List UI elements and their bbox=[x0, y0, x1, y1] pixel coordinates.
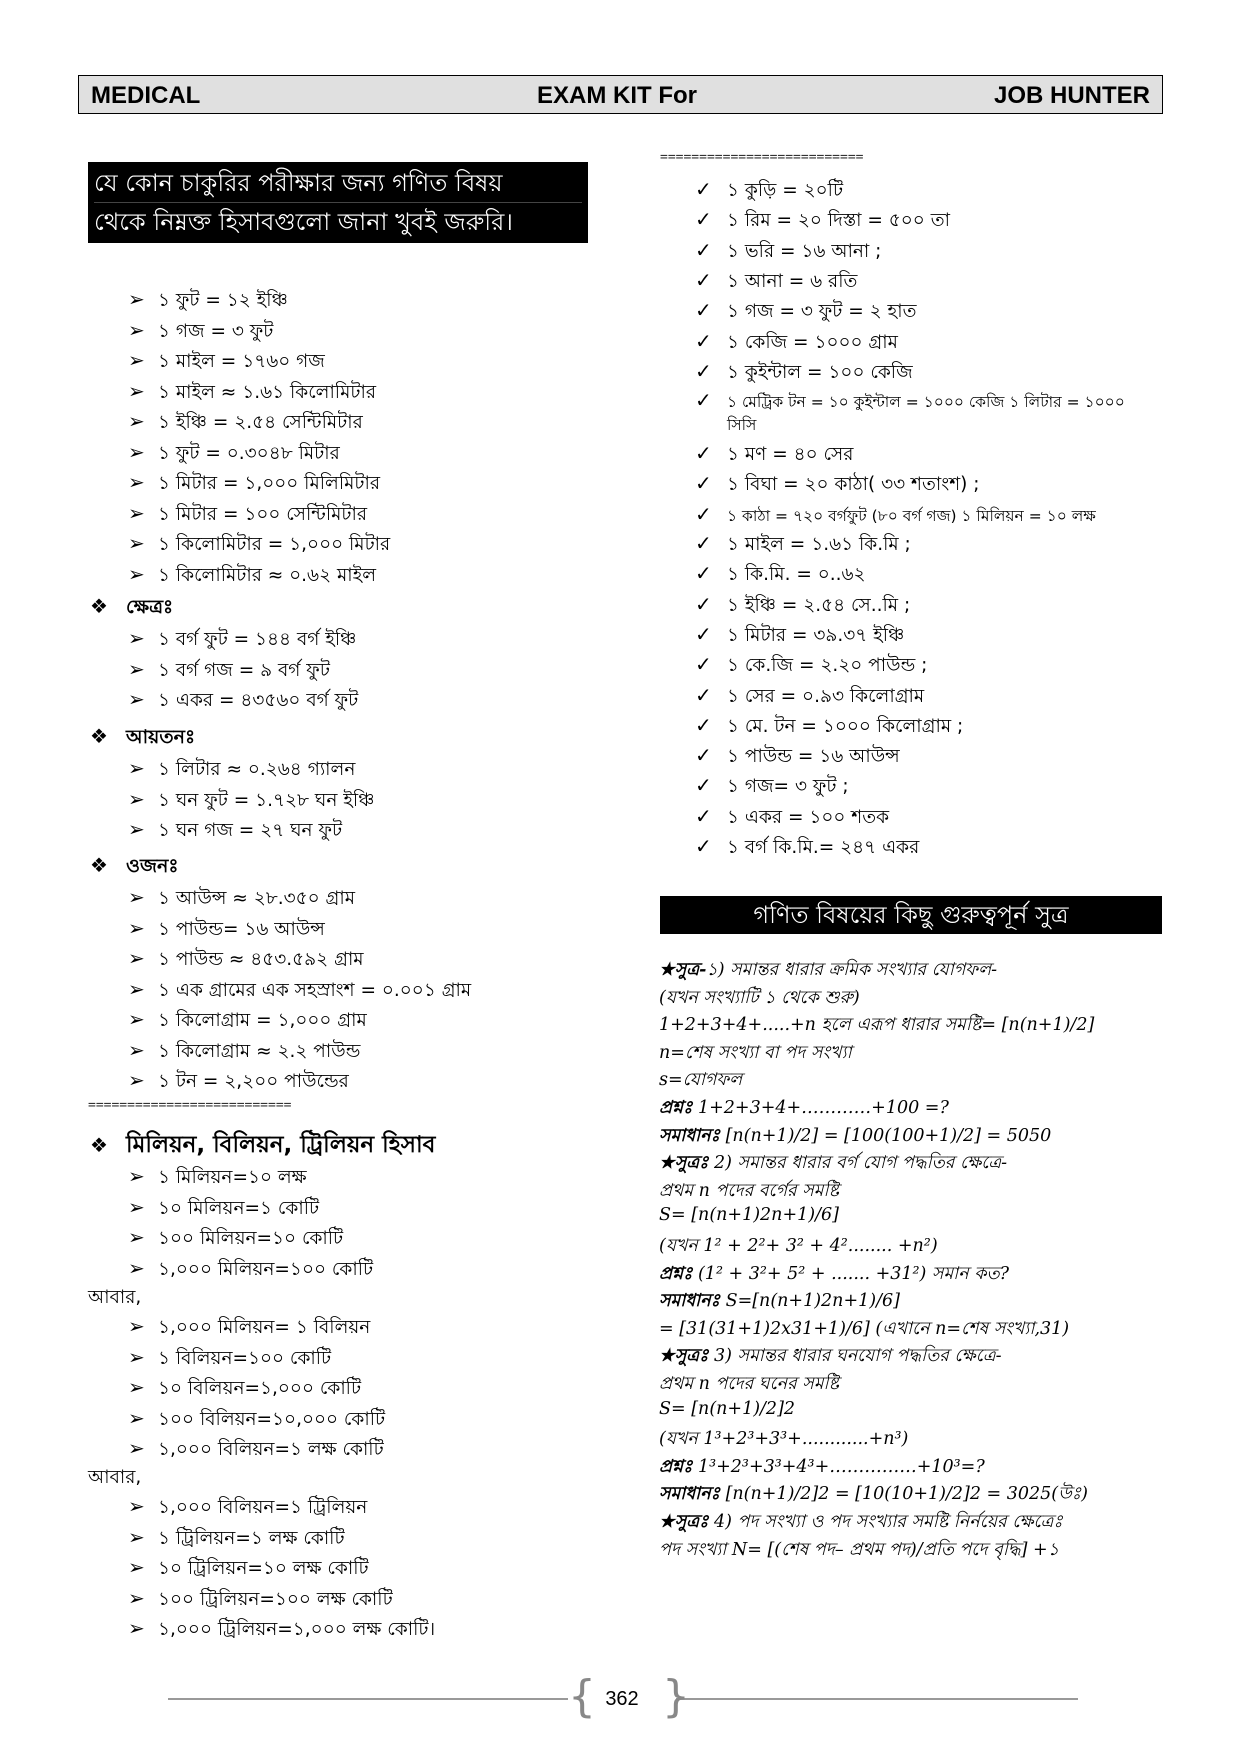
arrow-bullet-icon: ➢ bbox=[128, 1555, 145, 1579]
million-item-text: ১,০০০ মিলিয়ন=১০০ কোটি bbox=[158, 1258, 374, 1280]
formula-line bbox=[659, 1040, 852, 1069]
volume-item-text: ১ লিটার ≈ ০.২৬৪ গ্যালন bbox=[158, 759, 356, 780]
formula-label: সমাধানঃ bbox=[659, 1484, 721, 1505]
check-icon: ✓ bbox=[695, 743, 712, 768]
arrow-bullet-icon: ➢ bbox=[128, 1255, 145, 1280]
unit-item-text: ১ একর = ১০০ শতক bbox=[727, 806, 890, 828]
billion-item-text: ১,০০০ মিলিয়ন= ১ বিলিয়ন bbox=[158, 1317, 371, 1338]
formula-label: ★সুত্র- bbox=[659, 960, 707, 980]
area-item bbox=[128, 686, 358, 717]
million-item bbox=[128, 1163, 307, 1194]
weight-item-text: ১ আউন্স ≈ ২৮.৩৫০ গ্রাম bbox=[158, 888, 356, 909]
unit-item-text: ১ ভরি = ১৬ আনা ; bbox=[727, 240, 882, 262]
million-heading-text: মিলিয়ন, বিলিয়ন, ট্রিলিয়ন হিসাব bbox=[126, 1132, 436, 1158]
formula-line bbox=[659, 1261, 1009, 1290]
formula-label: প্রশ্নঃ bbox=[659, 1263, 693, 1284]
length-item-text: ১ কিলোমিটার ≈ ০.৬২ মাইল bbox=[158, 564, 377, 586]
billion-item bbox=[128, 1344, 331, 1375]
arrow-bullet-icon: ➢ bbox=[128, 885, 145, 909]
unit-item-text: ১ বর্গ কি.মি.= ২৪৭ একর bbox=[727, 837, 920, 858]
formula-text: S=[n(n+1)2n+1)/6] bbox=[720, 1291, 900, 1312]
formula-line bbox=[659, 1537, 1059, 1566]
arrow-bullet-icon: ➢ bbox=[128, 1314, 145, 1338]
formula-text: s=যোগফল bbox=[659, 1070, 743, 1091]
unit-item bbox=[695, 803, 889, 834]
trillion-item-text: ১০ ট্রিলিয়ন=১০ লক্ষ কোটি bbox=[158, 1558, 369, 1579]
page-header bbox=[78, 75, 1163, 114]
weight-item bbox=[128, 1006, 367, 1037]
arrow-bullet-icon: ➢ bbox=[128, 687, 145, 711]
arrow-bullet-icon: ➢ bbox=[128, 439, 145, 464]
trillion-item bbox=[128, 1554, 369, 1585]
arrow-bullet-icon: ➢ bbox=[128, 1194, 145, 1219]
trillion-item bbox=[128, 1524, 345, 1555]
check-icon: ✓ bbox=[695, 712, 712, 737]
unit-item bbox=[695, 621, 904, 652]
check-icon: ✓ bbox=[695, 652, 712, 677]
unit-item bbox=[695, 206, 950, 237]
length-item bbox=[128, 530, 390, 561]
header-center: EXAM KIT For bbox=[537, 82, 697, 109]
formula-text: প্রথম n পদের ঘনের সমষ্টি bbox=[659, 1374, 840, 1394]
trillion-item bbox=[128, 1493, 367, 1524]
formula-text: 1+2+3+4+.....+n হলে এরূপ ধারার সমষ্টি= [n(n+1)/2] bbox=[659, 1015, 1095, 1036]
area-item bbox=[128, 656, 330, 687]
katha-item bbox=[695, 502, 1096, 530]
check-icon: ✓ bbox=[695, 358, 712, 383]
formula-line bbox=[659, 1150, 1007, 1179]
million-item-text: ১ মিলিয়ন=১০ লক্ষ bbox=[158, 1167, 307, 1188]
weight-item-text: ১ কিলোগ্রাম ≈ ২.২ পাউন্ড bbox=[158, 1040, 361, 1062]
unit-item-text: ১ কুইন্টাল = ১০০ কেজি bbox=[727, 361, 913, 383]
weight-item bbox=[128, 1067, 349, 1098]
check-icon: ✓ bbox=[695, 177, 712, 201]
header-right: JOB HUNTER bbox=[993, 82, 1150, 109]
unit-item-text: ১ মাইল = ১.৬১ কি.মি ; bbox=[727, 534, 911, 555]
ton-item-cont bbox=[727, 413, 756, 439]
katha-item-text: ১ কাঠা = ৭২০ বর্গফুট (৮০ বর্গ গজ) ১ মিলিয়ন = ১০ লক্ষ bbox=[727, 507, 1096, 525]
weight-heading-text: ওজনঃ bbox=[126, 855, 179, 877]
formula-text: (1² + 3²+ 5² + ....... +31²) সমান কত? bbox=[692, 1263, 1010, 1284]
formula-label: প্রশ্নঃ bbox=[659, 1098, 693, 1118]
check-icon: ✓ bbox=[695, 682, 712, 707]
arrow-bullet-icon: ➢ bbox=[128, 1007, 145, 1031]
billion-item bbox=[128, 1374, 361, 1405]
unit-item bbox=[695, 591, 910, 622]
length-item-text: ১ মিটার = ১০০ সেন্টিমিটার bbox=[158, 503, 368, 525]
formula-line bbox=[659, 985, 860, 1014]
arrow-bullet-icon: ➢ bbox=[128, 500, 145, 525]
unit-item-text: ১ কি.মি. = ০..৬২ bbox=[727, 564, 866, 586]
unit-item-text: ১ মণ = ৪০ সের bbox=[727, 444, 854, 465]
billion-item bbox=[128, 1313, 370, 1344]
formula-line bbox=[659, 957, 997, 986]
unit-item-text: ১ পাউন্ড = ১৬ আউন্স bbox=[727, 746, 900, 768]
formula-text: ১) সমান্তর ধারার ক্রমিক সংখ্যার যোগফল- bbox=[706, 960, 998, 980]
again-label bbox=[88, 1463, 141, 1494]
weight-item bbox=[128, 976, 471, 1007]
formula-line bbox=[659, 1343, 1002, 1372]
formula-line bbox=[659, 1509, 1063, 1538]
volume-heading bbox=[90, 723, 195, 755]
weight-item-text: ১ টন = ২,২০০ পাউন্ডের bbox=[158, 1071, 349, 1092]
area-item bbox=[128, 625, 356, 656]
length-item-text: ১ ফুট = ১২ ইঞ্চি bbox=[158, 290, 288, 311]
trillion-item-text: ১০০ ট্রিলিয়ন=১০০ লক্ষ কোটি bbox=[158, 1588, 393, 1610]
arrow-bullet-icon: ➢ bbox=[128, 1375, 145, 1399]
right-separator: ========================== bbox=[660, 150, 864, 165]
arrow-bullet-icon: ➢ bbox=[128, 409, 145, 433]
formula-text: (যখন 1³+2³+3³+............+n³) bbox=[659, 1429, 909, 1450]
formula-label: সমাধানঃ bbox=[659, 1291, 721, 1312]
formula-line bbox=[659, 1371, 839, 1400]
formula-text: [n(n+1)/2]2 = [10(10+1)/2]2 = 3025(উঃ) bbox=[720, 1484, 1088, 1505]
trillion-item-text: ১ ট্রিলিয়ন=১ লক্ষ কোটি bbox=[158, 1527, 345, 1549]
volume-heading-text: আয়তনঃ bbox=[126, 726, 196, 748]
arrow-bullet-icon: ➢ bbox=[128, 1037, 145, 1062]
length-item-text: ১ মাইল = ১৭৬০ গজ bbox=[158, 351, 325, 372]
unit-item-text: ১ গজ = ৩ ফুট = ২ হাত bbox=[727, 301, 917, 323]
billion-item bbox=[128, 1405, 385, 1436]
diamond-bullet-icon: ❖ bbox=[90, 594, 108, 618]
formula-label: সমাধানঃ bbox=[659, 1125, 721, 1146]
unit-item-text: ১ গজ= ৩ ফুট ; bbox=[727, 776, 849, 798]
unit-item bbox=[695, 328, 898, 359]
unit-item bbox=[695, 440, 853, 471]
formula-text: (যখন সংখ্যাটি ১ থেকে শুরু) bbox=[659, 987, 860, 1008]
unit-item-text: ১ কুড়ি = ২০টি bbox=[727, 180, 844, 201]
billion-item-text: ১০০ বিলিয়ন=১০,০০০ কোটি bbox=[158, 1408, 386, 1430]
again-label bbox=[88, 1283, 141, 1314]
weight-item-text: ১ পাউন্ড= ১৬ আউন্স bbox=[158, 918, 325, 940]
length-item-text: ১ মাইল ≈ ১.৬১ কিলোমিটার bbox=[158, 381, 376, 403]
unit-item bbox=[695, 176, 843, 207]
diamond-bullet-icon: ❖ bbox=[90, 853, 108, 877]
arrow-bullet-icon: ➢ bbox=[128, 1068, 145, 1092]
check-icon: ✓ bbox=[695, 502, 712, 526]
weight-item bbox=[128, 1037, 360, 1068]
arrow-bullet-icon: ➢ bbox=[128, 915, 145, 940]
arrow-bullet-icon: ➢ bbox=[128, 1585, 145, 1610]
arrow-bullet-icon: ➢ bbox=[128, 1225, 145, 1249]
diamond-bullet-icon: ❖ bbox=[90, 724, 108, 748]
arrow-bullet-icon: ➢ bbox=[128, 1164, 145, 1188]
length-item bbox=[128, 439, 340, 470]
formula-label: ★সুত্রঃ bbox=[659, 1512, 709, 1532]
footer-line-right bbox=[676, 1698, 1078, 1700]
arrow-bullet-icon: ➢ bbox=[128, 1405, 145, 1430]
unit-item-text: ১ মে. টন = ১০০০ কিলোগ্রাম ; bbox=[727, 715, 964, 737]
million-heading bbox=[90, 1126, 435, 1165]
check-icon: ✓ bbox=[695, 803, 712, 828]
formula-text: = [31(31+1)2x31+1)/6] (এখানে n=শেষ সংখ্যা,31) bbox=[659, 1318, 1070, 1339]
area-heading-text: ক্ষেত্রঃ bbox=[126, 596, 174, 618]
ton-item-text: ১ মেট্রিক টন = ১০ কুইন্টাল = ১০০০ কেজি ১ লিটার = ১০০০ bbox=[727, 393, 1125, 411]
arrow-bullet-icon: ➢ bbox=[128, 317, 145, 342]
unit-item bbox=[695, 772, 849, 803]
arrow-bullet-icon: ➢ bbox=[128, 656, 145, 681]
length-item bbox=[128, 561, 376, 592]
arrow-bullet-icon: ➢ bbox=[128, 348, 145, 372]
footer-line-left bbox=[168, 1698, 568, 1700]
formula-label: ★সুত্রঃ bbox=[659, 1346, 709, 1367]
formula-line bbox=[659, 1481, 1088, 1510]
ton-item-cont-text: সিসি bbox=[727, 416, 757, 434]
length-item bbox=[128, 347, 325, 378]
unit-item bbox=[695, 833, 919, 864]
length-item-text: ১ মিটার = ১,০০০ মিলিমিটার bbox=[158, 473, 381, 494]
formula-label: প্রশ্নঃ bbox=[659, 1456, 693, 1477]
arrow-bullet-icon: ➢ bbox=[128, 1524, 145, 1549]
unit-item-text: ১ বিঘা = ২০ কাঠা( ৩৩ শতাংশ) ; bbox=[727, 474, 980, 496]
unit-item bbox=[695, 682, 924, 713]
check-icon: ✓ bbox=[695, 561, 712, 586]
formula-text: 1³+2³+3³+4³+……………+10³=? bbox=[692, 1456, 985, 1477]
formula-line bbox=[659, 1067, 742, 1096]
unit-item-text: ১ কেজি = ১০০০ গ্রাম bbox=[727, 331, 898, 353]
length-item bbox=[128, 378, 376, 409]
unit-item bbox=[695, 237, 881, 268]
area-item-text: ১ বর্গ গজ = ৯ বর্গ ফুট bbox=[158, 659, 330, 681]
million-item bbox=[128, 1224, 343, 1255]
length-item-text: ১ কিলোমিটার = ১,০০০ মিটার bbox=[158, 534, 391, 555]
unit-item bbox=[695, 470, 980, 501]
check-icon: ✓ bbox=[695, 621, 712, 646]
area-item-text: ১ বর্গ ফুট = ১৪৪ বর্গ ইঞ্চি bbox=[158, 629, 357, 650]
weight-heading bbox=[90, 852, 178, 884]
unit-item bbox=[695, 712, 963, 743]
billion-item bbox=[128, 1435, 384, 1466]
check-icon: ✓ bbox=[695, 591, 712, 616]
check-icon: ✓ bbox=[695, 388, 712, 412]
formula-line bbox=[659, 1123, 1051, 1152]
formula-text: [n(n+1)/2] = [100(100+1)/2] = 5050 bbox=[720, 1125, 1052, 1146]
arrow-bullet-icon: ➢ bbox=[128, 946, 145, 970]
left-title-box bbox=[88, 162, 588, 243]
arrow-bullet-icon: ➢ bbox=[128, 287, 145, 311]
volume-item-text: ১ ঘন গজ = ২৭ ঘন ফুট bbox=[158, 820, 343, 841]
unit-item bbox=[695, 297, 916, 328]
unit-item bbox=[695, 267, 857, 298]
area-heading bbox=[90, 593, 173, 625]
formula-line bbox=[659, 1288, 900, 1317]
arrow-bullet-icon: ➢ bbox=[128, 786, 145, 811]
trillion-item bbox=[128, 1585, 393, 1616]
check-icon: ✓ bbox=[695, 328, 712, 353]
unit-item-text: ১ আনা = ৬ রতি bbox=[727, 270, 858, 292]
length-item-text: ১ ইঞ্চি = ২.৫৪ সেন্টিমিটার bbox=[158, 412, 363, 433]
length-item bbox=[128, 286, 288, 317]
unit-item-text: ১ রিম = ২০ দিস্তা = ৫০০ তা bbox=[727, 210, 950, 232]
ton-item bbox=[695, 388, 1125, 416]
left-separator: ========================== bbox=[88, 1098, 292, 1113]
arrow-bullet-icon: ➢ bbox=[128, 470, 145, 494]
unit-item-text: ১ সের = ০.৯৩ কিলোগ্রাম bbox=[727, 685, 925, 707]
trillion-item bbox=[128, 1615, 435, 1646]
unit-item-text: ১ মিটার = ৩৯.৩৭ ইঞ্চি bbox=[727, 624, 905, 646]
formula-line bbox=[659, 1233, 938, 1262]
weight-item bbox=[128, 915, 325, 946]
million-item bbox=[128, 1194, 319, 1225]
unit-item-text: ১ ইঞ্চি = ২.৫৪ সে..মি ; bbox=[727, 594, 911, 616]
arrow-bullet-icon: ➢ bbox=[128, 976, 145, 1001]
arrow-bullet-icon: ➢ bbox=[128, 817, 145, 841]
check-icon: ✓ bbox=[695, 441, 712, 465]
formula-label: ★সুত্রঃ bbox=[659, 1153, 709, 1174]
arrow-bullet-icon: ➢ bbox=[128, 1494, 145, 1518]
arrow-bullet-icon: ➢ bbox=[128, 531, 145, 555]
formula-text: 4) পদ সংখ্যা ও পদ সংখ্যার সমষ্টি নির্নয়ের ক্ষেত্রেঃ bbox=[708, 1512, 1063, 1532]
page-number: 362 bbox=[605, 1688, 639, 1710]
check-icon: ✓ bbox=[695, 471, 712, 496]
check-icon: ✓ bbox=[695, 207, 712, 232]
formula-text: 1+2+3+4+…………+100 =? bbox=[692, 1098, 949, 1118]
footer-bracket-left: { bbox=[568, 1671, 596, 1722]
length-item bbox=[128, 500, 367, 531]
formula-text: প্রথম n পদের বর্গের সমষ্টি bbox=[659, 1180, 840, 1201]
formula-line bbox=[659, 1399, 795, 1419]
formula-text: পদ সংখ্যা N= [(শেষ পদ– প্রথম পদ)/প্রতি পদে বৃদ্ধি] +১ bbox=[659, 1539, 1060, 1560]
volume-item-text: ১ ঘন ফুট = ১.৭২৮ ঘন ইঞ্চি bbox=[158, 789, 375, 811]
weight-item bbox=[128, 884, 355, 915]
formula-text: 2) সমান্তর ধারার বর্গ যোগ পদ্ধতির ক্ষেত্রে- bbox=[708, 1153, 1008, 1174]
billion-item-text: ১,০০০ বিলিয়ন=১ লক্ষ কোটি bbox=[158, 1439, 384, 1460]
check-icon: ✓ bbox=[695, 834, 712, 858]
weight-item-text: ১ এক গ্রামের এক সহস্রাংশ = ০.০০১ গ্রাম bbox=[158, 979, 472, 1001]
million-item-text: ১০ মিলিয়ন=১ কোটি bbox=[158, 1197, 320, 1219]
million-item-text: ১০০ মিলিয়ন=১০ কোটি bbox=[158, 1228, 344, 1249]
formula-line bbox=[659, 1205, 839, 1225]
billion-item-text: ১০ বিলিয়ন=১,০০০ কোটি bbox=[158, 1378, 362, 1399]
arrow-bullet-icon: ➢ bbox=[128, 1616, 145, 1640]
check-icon: ✓ bbox=[695, 531, 712, 555]
length-item bbox=[128, 469, 380, 500]
formula-line bbox=[659, 1316, 1069, 1345]
diamond-bullet-icon: ❖ bbox=[90, 1133, 108, 1157]
formula-text: 3) সমান্তর ধারার ঘনযোগ পদ্ধতির ক্ষেত্রে- bbox=[708, 1346, 1002, 1367]
unit-item bbox=[695, 530, 911, 561]
area-item-text: ১ একর = ৪৩৫৬০ বর্গ ফুট bbox=[158, 690, 359, 711]
formula-title-box bbox=[660, 896, 1162, 934]
unit-item bbox=[695, 560, 866, 591]
million-item bbox=[128, 1255, 373, 1286]
length-item bbox=[128, 408, 363, 439]
formula-text: S= [n(n+1)/2]2 bbox=[659, 1398, 796, 1419]
check-icon: ✓ bbox=[695, 773, 712, 798]
volume-item bbox=[128, 755, 355, 786]
formula-line bbox=[659, 1426, 908, 1455]
formula-title: গণিত বিষয়ের কিছু গুরুত্বপূর্ন সুত্র bbox=[753, 901, 1069, 929]
formula-text: (যখন 1² + 2²+ 3² + 4²........ +n²) bbox=[659, 1236, 938, 1256]
length-item bbox=[128, 317, 273, 348]
arrow-bullet-icon: ➢ bbox=[128, 626, 145, 650]
formula-text: S= [n(n+1)2n+1)/6] bbox=[659, 1205, 839, 1226]
unit-item-text: ১ কে.জি = ২.২০ পাউন্ড ; bbox=[727, 655, 928, 677]
formula-line bbox=[659, 1178, 839, 1207]
unit-item bbox=[695, 358, 913, 389]
arrow-bullet-icon: ➢ bbox=[128, 1436, 145, 1460]
arrow-bullet-icon: ➢ bbox=[128, 1344, 145, 1369]
unit-item bbox=[695, 651, 927, 682]
weight-item-text: ১ পাউন্ড ≈ ৪৫৩.৫৯২ গ্রাম bbox=[158, 949, 364, 970]
weight-item-text: ১ কিলোগ্রাম = ১,০০০ গ্রাম bbox=[158, 1010, 367, 1031]
formula-text: n=শেষ সংখ্যা বা পদ সংখ্যা bbox=[659, 1042, 852, 1063]
trillion-item-text: ১,০০০ ট্রিলিয়ন=১,০০০ লক্ষ কোটি। bbox=[158, 1619, 436, 1640]
left-title-line2: থেকে নিম্নক্ত হিসাবগুলো জানা খুবই জরুরি। bbox=[94, 202, 582, 241]
again-label-text: আবার, bbox=[88, 1287, 142, 1308]
weight-item bbox=[128, 945, 364, 976]
volume-item bbox=[128, 786, 374, 817]
arrow-bullet-icon: ➢ bbox=[128, 378, 145, 403]
arrow-bullet-icon: ➢ bbox=[128, 561, 145, 586]
trillion-item-text: ১,০০০ বিলিয়ন=১ ট্রিলিয়ন bbox=[158, 1497, 368, 1518]
unit-item bbox=[695, 742, 900, 773]
check-icon: ✓ bbox=[695, 237, 712, 262]
again-label-text: আবার, bbox=[88, 1467, 142, 1488]
left-title-line1: যে কোন চাকুরির পরীক্ষার জন্য গণিত বিষয় bbox=[94, 169, 503, 197]
footer-bracket-right: } bbox=[662, 1671, 690, 1722]
header-left: MEDICAL bbox=[91, 82, 201, 109]
check-icon: ✓ bbox=[695, 298, 712, 323]
billion-item-text: ১ বিলিয়ন=১০০ কোটি bbox=[158, 1347, 332, 1369]
check-icon: ✓ bbox=[695, 267, 712, 292]
length-item-text: ১ ফুট = ০.৩০৪৮ মিটার bbox=[158, 442, 340, 464]
volume-item bbox=[128, 816, 342, 847]
formula-line bbox=[659, 1012, 1094, 1041]
formula-line bbox=[659, 1454, 985, 1483]
arrow-bullet-icon: ➢ bbox=[128, 756, 145, 780]
length-item-text: ১ গজ = ৩ ফুট bbox=[158, 320, 274, 342]
formula-line bbox=[659, 1095, 949, 1124]
